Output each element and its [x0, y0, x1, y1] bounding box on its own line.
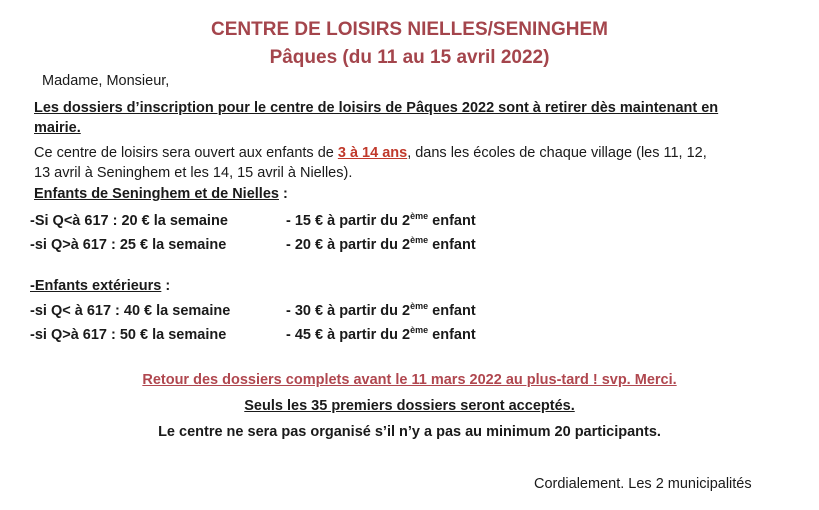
info-line-2: 13 avril à Seninghem et les 14, 15 avril à Nielles). [34, 165, 353, 181]
local-heading-label: Enfants de Seninghem et de Nielles [34, 186, 279, 202]
external-heading-suffix: : [161, 278, 171, 294]
announcement-line-2: mairie. [34, 120, 81, 136]
document-subtitle: Pâques (du 11 au 15 avril 2022) [269, 47, 550, 68]
discount-prefix: - 20 € à partir du 2 [286, 237, 411, 253]
minimum-notice: Le centre ne sera pas organisé s’il n’y a pas au minimum 20 participants. [158, 424, 661, 440]
local-discount-2 [286, 237, 476, 253]
discount-suffix: enfant [428, 303, 476, 319]
discount-prefix: - 30 € à partir du 2 [286, 303, 411, 319]
info-text-before: Ce centre de loisirs sera ouvert aux enfants de [34, 145, 338, 161]
ordinal-sup: ème [410, 211, 429, 222]
age-range: 3 à 14 ans [337, 145, 408, 161]
external-discount-1 [286, 303, 476, 319]
local-discount-1 [286, 213, 476, 229]
external-price-2: -si Q>à 617 : 50 € la semaine [30, 327, 227, 343]
ordinal-sup: ème [410, 235, 429, 246]
info-line-1 [34, 145, 707, 161]
discount-suffix: enfant [428, 213, 476, 229]
discount-prefix: - 15 € à partir du 2 [286, 213, 411, 229]
announcement-line-1: Les dossiers d’inscription pour le centre de loisirs de Pâques 2022 sont à retirer dès maintenant en [34, 100, 719, 116]
limit-notice: Seuls les 35 premiers dossiers seront acceptés. [244, 398, 575, 414]
external-price-1: -si Q< à 617 : 40 € la semaine [30, 303, 231, 319]
deadline-notice: Retour des dossiers complets avant le 11 mars 2022 au plus-tard ! svp. Merci. [142, 372, 677, 388]
info-text-after: , dans les écoles de chaque village (les 11, 12, [407, 145, 707, 161]
discount-suffix: enfant [428, 327, 476, 343]
closing-signature: Cordialement. Les 2 municipalités [534, 476, 752, 492]
local-price-1: -Si Q<à 617 : 20 € la semaine [30, 213, 228, 229]
discount-suffix: enfant [428, 237, 476, 253]
ordinal-sup: ème [410, 325, 429, 336]
discount-prefix: - 45 € à partir du 2 [286, 327, 411, 343]
local-price-2: -si Q>à 617 : 25 € la semaine [30, 237, 227, 253]
ordinal-sup: ème [410, 301, 429, 312]
local-heading-suffix: : [278, 186, 288, 202]
local-heading [34, 186, 288, 202]
external-heading-label: -Enfants extérieurs [30, 278, 162, 294]
external-discount-2 [286, 327, 476, 343]
document-title: CENTRE DE LOISIRS NIELLES/SENINGHEM [211, 19, 608, 40]
greeting: Madame, Monsieur, [42, 73, 170, 89]
external-heading [30, 278, 170, 294]
